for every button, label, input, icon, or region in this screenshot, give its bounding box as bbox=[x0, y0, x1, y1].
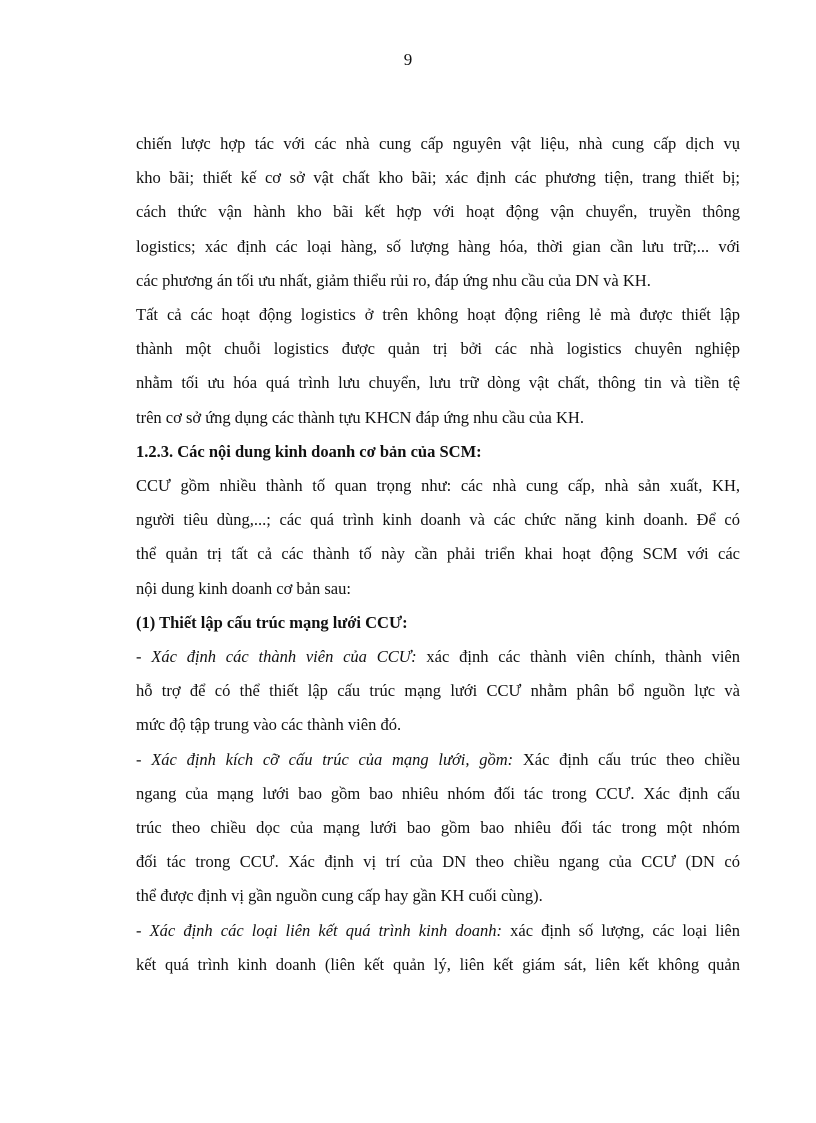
item-network-size bbox=[136, 743, 740, 914]
text-line: các phương án tối ưu nhất, giảm thiểu rủi ro, đáp ứng nhu cầu của DN và KH. bbox=[136, 270, 651, 290]
text-line: kho bãi; thiết kế cơ sở vật chất kho bãi; xác định các phương tiện, trang thiết bị; bbox=[136, 168, 740, 188]
text-line: Tất cả các hoạt động logistics ở trên không hoạt động riêng lẻ mà được thiết lập bbox=[136, 305, 740, 325]
item-text: xác định số lượng, các loại liên bbox=[502, 920, 741, 940]
item-label: - Xác định kích cỡ cấu trúc của mạng lưới, gồm: bbox=[136, 749, 514, 769]
text-line: cách thức vận hành kho bãi kết hợp với hoạt động vận chuyển, truyền thông bbox=[136, 202, 740, 222]
text-line: trúc theo chiều dọc của mạng lưới bao gồm bao nhiêu đối tác trong một nhóm bbox=[136, 818, 740, 838]
text-line: nội dung kinh doanh cơ bản sau: bbox=[136, 578, 351, 598]
item-members bbox=[136, 640, 740, 743]
item-text: xác định các thành viên chính, thành viên bbox=[416, 647, 740, 667]
text-line: chiến lược hợp tác với các nhà cung cấp nguyên vật liệu, nhà cung cấp dịch vụ bbox=[136, 134, 740, 153]
item-label: - Xác định các loại liên kết quá trình kinh doanh: bbox=[136, 920, 503, 940]
text-line: logistics; xác định các loại hàng, số lượng hàng hóa, thời gian cần lưu trữ;... với bbox=[136, 236, 740, 256]
text-line: đối tác trong CCƯ. Xác định vị trí của DN theo chiều ngang của CCƯ (DN có bbox=[136, 852, 740, 872]
paragraph-strategy bbox=[136, 127, 740, 298]
text-line: ngang của mạng lưới bao gồm bao nhiêu nhóm đối tác trong CCƯ. Xác định cấu bbox=[136, 783, 740, 803]
text-line: thể được định vị gần nguồn cung cấp hay gần KH cuối cùng). bbox=[136, 886, 543, 906]
paragraph-scm-components bbox=[136, 469, 740, 606]
text-line bbox=[136, 743, 740, 777]
body-text bbox=[136, 127, 740, 982]
page-number: 9 bbox=[403, 50, 413, 69]
text-line bbox=[136, 640, 740, 674]
text-line: thành một chuỗi logistics được quản trị bởi các nhà logistics chuyên nghiệp bbox=[136, 339, 740, 359]
text-line: mức độ tập trung vào các thành viên đó. bbox=[136, 715, 402, 735]
item-business-links bbox=[136, 914, 740, 982]
text-line: hỗ trợ để có thể thiết lập cấu trúc mạng lưới CCƯ nhằm phân bổ nguồn lực và bbox=[136, 681, 740, 701]
text-line: kết quá trình kinh doanh (liên kết quản lý, liên kết giám sát, liên kết không quản bbox=[136, 954, 740, 974]
text-line bbox=[136, 914, 740, 948]
text-line: CCƯ gồm nhiều thành tố quan trọng như: các nhà cung cấp, nhà sản xuất, KH, bbox=[136, 476, 740, 496]
paragraph-logistics-chain bbox=[136, 298, 740, 435]
text-line: trên cơ sở ứng dụng các thành tựu KHCN đáp ứng nhu cầu của KH. bbox=[136, 407, 584, 427]
text-line: thể quản trị tất cả các thành tố này cần phải triển khai hoạt động SCM với các bbox=[136, 544, 740, 564]
item-label: - Xác định các thành viên của CCƯ: bbox=[136, 647, 417, 667]
subheading-network-structure: (1) Thiết lập cấu trúc mạng lưới CCƯ: bbox=[136, 612, 408, 632]
item-text: Xác định cấu trúc theo chiều bbox=[513, 749, 740, 769]
text-line: nhằm tối ưu hóa quá trình lưu chuyển, lưu trữ dòng vật chất, thông tin và tiền tệ bbox=[136, 373, 740, 393]
text-line: người tiêu dùng,...; các quá trình kinh doanh và các chức năng kinh doanh. Để có bbox=[136, 510, 740, 530]
section-heading-1-2-3: 1.2.3. Các nội dung kinh doanh cơ bản của SCM: bbox=[136, 441, 482, 461]
